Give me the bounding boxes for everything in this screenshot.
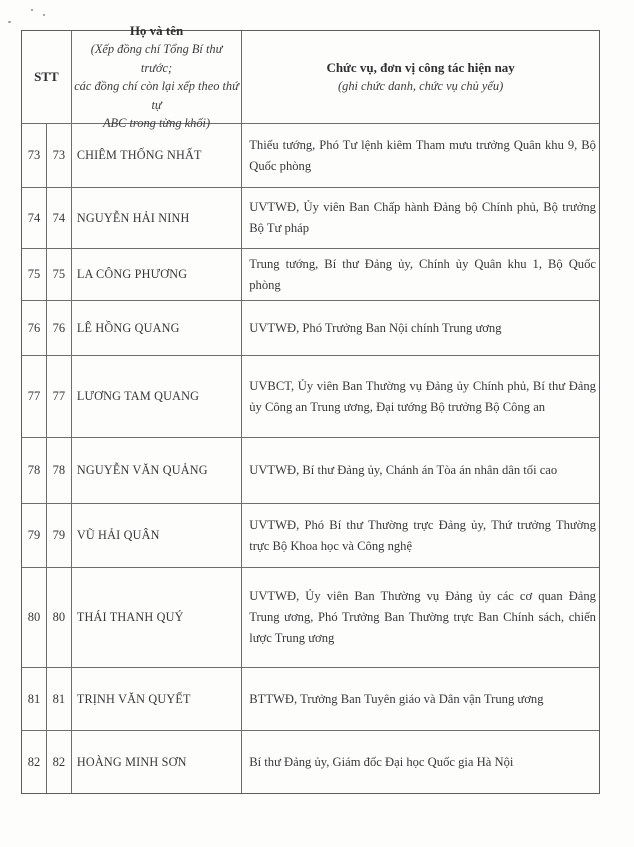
header-position-title: Chức vụ, đơn vị công tác hiện nay: [326, 60, 515, 76]
position-cell: [242, 668, 599, 730]
row-number-cell: [22, 504, 47, 567]
person-name: HOÀNG MINH SƠN: [76, 754, 187, 769]
row-number2: 75: [52, 267, 66, 281]
row-number: 74: [27, 210, 41, 225]
header-name: [72, 23, 242, 131]
table-row: [22, 504, 599, 568]
row-number2: 74: [52, 210, 66, 225]
header-name-note-line: các đồng chí còn lại xếp theo thứ tự: [74, 79, 239, 112]
person-position: UVTWĐ, Bí thư Đảng ủy, Chánh án Tòa án nhân dân tối cao: [249, 463, 558, 477]
header-stt-label: STT: [34, 69, 59, 84]
row-number2: 80: [52, 610, 66, 624]
row-number2-cell: [47, 504, 72, 567]
table-row: [22, 438, 599, 504]
name-cell: [72, 356, 242, 437]
row-number2-cell: [47, 124, 72, 187]
position-cell: [242, 249, 599, 300]
row-number2-cell: [47, 249, 72, 300]
row-number-cell: [22, 731, 47, 793]
person-name: NGUYỄN VĂN QUẢNG: [76, 463, 208, 477]
person-position: UVBCT, Ủy viên Ban Thường vụ Đảng ủy Chính phủ, Bí thư Đảng ủy Công an Trung ương, Đại tướng Bộ trưởng Bộ Công an: [249, 378, 596, 414]
row-number2: 78: [52, 463, 66, 477]
row-number2-cell: [47, 438, 72, 503]
row-number: 82: [27, 754, 41, 769]
person-position: BTTWĐ, Trưởng Ban Tuyên giáo và Dân vận Trung ương: [249, 691, 544, 706]
row-number: 76: [27, 320, 41, 335]
table-row: [22, 124, 599, 188]
row-number2-cell: [47, 668, 72, 730]
row-number2-cell: [47, 568, 72, 667]
row-number-cell: [22, 249, 47, 300]
name-cell: [72, 188, 242, 248]
row-number2-cell: [47, 731, 72, 793]
person-position: UVTWĐ, Phó Bí thư Thường trực Đảng ủy, Thứ trưởng Thường trực Bộ Khoa học và Công nghệ: [249, 517, 596, 553]
scan-speck: [8, 21, 11, 23]
row-number: 79: [27, 528, 41, 542]
position-cell: [242, 188, 599, 248]
person-name: THÁI THANH QUÝ: [76, 610, 184, 624]
row-number-cell: [22, 188, 47, 248]
person-name: NGUYỄN HẢI NINH: [76, 210, 190, 225]
row-number-cell: [22, 124, 47, 187]
table-row: [22, 568, 599, 668]
row-number2: 76: [52, 320, 66, 335]
row-number2: 77: [52, 389, 66, 403]
header-name-title: Họ và tên: [129, 23, 184, 39]
row-number: 81: [27, 691, 41, 706]
row-number: 73: [27, 148, 41, 162]
position-cell: [242, 438, 599, 503]
table-row: [22, 301, 599, 356]
person-name: LƯƠNG TAM QUANG: [76, 389, 200, 403]
name-cell: [72, 438, 242, 503]
person-position: UVTWĐ, Ủy viên Ban Chấp hành Đảng bộ Chính phủ, Bộ trưởng Bộ Tư pháp: [249, 200, 596, 235]
person-name: CHIÊM THỐNG NHẤT: [76, 148, 202, 162]
scan-speck: [43, 14, 45, 16]
row-number2: 73: [52, 148, 66, 162]
person-position: Thiếu tướng, Phó Tư lệnh kiêm Tham mưu trưởng Quân khu 9, Bộ Quốc phòng: [249, 137, 596, 173]
person-name: LÊ HỒNG QUANG: [76, 320, 180, 335]
table-header-row: [22, 23, 599, 131]
row-number: 80: [27, 610, 41, 624]
person-name: TRỊNH VĂN QUYẾT: [76, 691, 191, 706]
table-row: [22, 249, 599, 301]
name-cell: [72, 249, 242, 300]
person-name: VŨ HẢI QUÂN: [76, 528, 160, 542]
name-cell: [72, 731, 242, 793]
name-cell: [72, 124, 242, 187]
header-name-note-line: ABC trong từng khối): [102, 116, 211, 131]
row-number2: 79: [52, 528, 66, 542]
scan-speck: [31, 9, 33, 11]
row-number2-cell: [47, 188, 72, 248]
row-number2-cell: [47, 301, 72, 355]
position-cell: [242, 124, 599, 187]
person-position: Trung tướng, Bí thư Đảng ủy, Chính ủy Quân khu 1, Bộ Quốc phòng: [249, 256, 596, 292]
name-cell: [72, 668, 242, 730]
header-name-note-line: (Xếp đồng chí Tổng Bí thư trước;: [90, 42, 223, 75]
table-row: [22, 188, 599, 249]
row-number-cell: [22, 438, 47, 503]
position-cell: [242, 504, 599, 567]
row-number2: 81: [52, 691, 66, 706]
position-cell: [242, 568, 599, 667]
personnel-table: [21, 23, 600, 794]
name-cell: [72, 504, 242, 567]
row-number: 77: [27, 389, 41, 403]
row-number-cell: [22, 568, 47, 667]
row-number-cell: [22, 301, 47, 355]
header-position-note: (ghi chức danh, chức vụ chủ yếu): [338, 79, 504, 94]
position-cell: [242, 301, 599, 355]
table-row: [22, 356, 599, 438]
person-position: UVTWĐ, Phó Trưởng Ban Nội chính Trung ương: [249, 320, 502, 335]
name-cell: [72, 301, 242, 355]
person-name: LA CÔNG PHƯƠNG: [76, 267, 188, 281]
person-position: Bí thư Đảng ủy, Giám đốc Đại học Quốc gia Hà Nội: [249, 754, 514, 769]
table-row: [22, 731, 599, 793]
row-number-cell: [22, 356, 47, 437]
position-cell: [242, 731, 599, 793]
name-cell: [72, 568, 242, 667]
row-number2-cell: [47, 356, 72, 437]
header-position: [242, 31, 599, 123]
person-position: UVTWĐ, Ủy viên Ban Thường vụ Đảng ủy các cơ quan Đảng Trung ương, Phó Trưởng Ban Thường trực Ban Chính sách, chiến lược Trung ương: [249, 589, 596, 645]
position-cell: [242, 356, 599, 437]
row-number-cell: [22, 668, 47, 730]
table-row: [22, 668, 599, 731]
row-number: 78: [27, 463, 41, 477]
header-stt: [22, 31, 72, 123]
row-number2: 82: [52, 754, 66, 769]
row-number: 75: [27, 267, 41, 281]
